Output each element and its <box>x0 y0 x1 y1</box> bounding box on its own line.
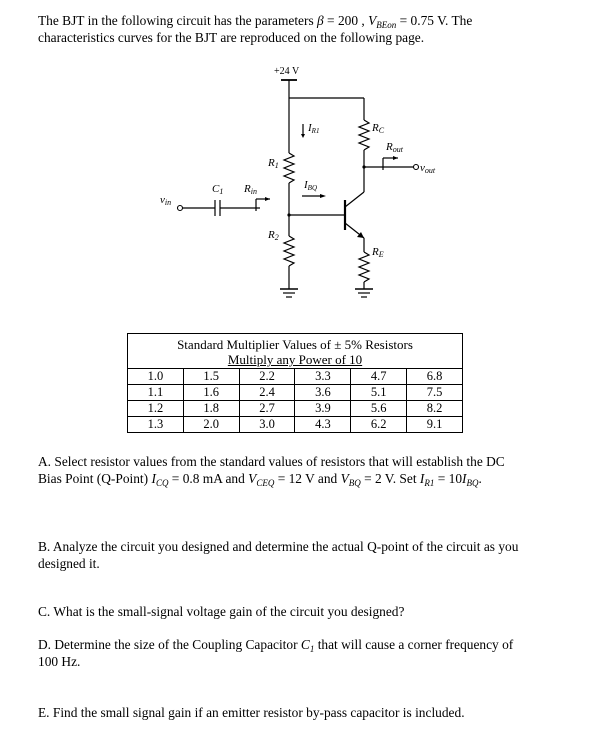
intro-line2: characteristics curves for the BJT are reproduced on the following page. <box>38 30 425 45</box>
vout-terminal <box>414 165 419 170</box>
ibq-label: IBQ <box>304 179 318 192</box>
ibq-arrow-head <box>320 194 326 198</box>
table-caption-line2: Multiply any Power of 10 <box>227 352 363 367</box>
table-cell: 5.6 <box>351 401 407 417</box>
icq-symbol: I <box>151 471 156 486</box>
table-caption <box>128 334 463 369</box>
table-cell: 5.1 <box>351 385 407 401</box>
table-cell: 1.5 <box>183 369 239 385</box>
vbq-subscript: BQ <box>348 478 361 488</box>
ir1-arrow-head <box>301 134 305 138</box>
r2-resistor <box>284 236 294 266</box>
ibq-subscript: BQ <box>466 478 479 488</box>
table-cell: 1.0 <box>128 369 184 385</box>
rout-label: Rout <box>386 141 403 154</box>
supply-label: +24 V <box>274 66 300 77</box>
table-cell: 7.5 <box>407 385 463 401</box>
table-cell: 1.2 <box>128 401 184 417</box>
rin-arrow-head <box>265 197 270 201</box>
table-cell: 4.3 <box>295 417 351 433</box>
question-d-text-cont: that will cause a corner frequency of <box>314 637 514 652</box>
table-caption-row <box>128 334 463 369</box>
table-cell: 2.7 <box>239 401 295 417</box>
vceq-symbol: V <box>248 471 257 486</box>
table-cell: 9.1 <box>407 417 463 433</box>
rout-arrow-head <box>393 156 398 160</box>
beta-symbol: β <box>317 13 324 28</box>
vbq-symbol: V <box>340 471 349 486</box>
table-cell: 1.8 <box>183 401 239 417</box>
table-cell: 2.2 <box>239 369 295 385</box>
table-cell: 4.7 <box>351 369 407 385</box>
table-cell: 3.0 <box>239 417 295 433</box>
ir1-equation: = 10 <box>434 471 463 486</box>
table-cell: 1.1 <box>128 385 184 401</box>
rin-label: Rin <box>244 183 257 196</box>
rc-resistor <box>359 120 369 150</box>
vbq-value: = 2 V. Set <box>360 471 420 486</box>
icq-subscript: CQ <box>155 478 169 488</box>
r1-label: R1 <box>268 157 279 170</box>
question-d-text: D. Determine the size of the Coupling Capacitor <box>38 637 301 652</box>
ir1-label: IR1 <box>308 122 320 135</box>
table-cell: 6.2 <box>351 417 407 433</box>
re-resistor <box>359 252 369 282</box>
table-cell: 3.9 <box>295 401 351 417</box>
ir1-subscript: R1 <box>424 478 435 488</box>
table-cell: 1.3 <box>128 417 184 433</box>
vin-terminal <box>178 206 183 211</box>
standard-resistor-table <box>127 333 463 433</box>
question-c <box>38 603 568 620</box>
question-a-line1: A. Select resistor values from the standard values of resistors that will establish the DC <box>38 454 505 469</box>
table-cell: 2.4 <box>239 385 295 401</box>
ir1-symbol: I <box>419 471 425 486</box>
intro-text: The BJT in the following circuit has the parameters <box>38 13 318 28</box>
vceq-subscript: CEQ <box>256 478 275 488</box>
question-b <box>38 538 568 572</box>
vbe-subscript: BEon <box>376 20 397 30</box>
bjt-collector-lead <box>345 192 364 207</box>
question-e-text: E. Find the small signal gain if an emitter resistor by-pass capacitor is included. <box>38 705 465 720</box>
c1-subscript: 1 <box>309 644 315 654</box>
question-a-text: Bias Point (Q-Point) <box>38 471 152 486</box>
question-e <box>38 704 568 721</box>
r2-label: R2 <box>268 229 279 242</box>
table-cell: 3.3 <box>295 369 351 385</box>
table-row <box>128 401 463 417</box>
vbe-symbol: V <box>368 13 377 28</box>
question-d-line2: 100 Hz. <box>38 654 81 669</box>
table-cell: 8.2 <box>407 401 463 417</box>
question-c-text: C. What is the small-signal voltage gain of the circuit you designed? <box>38 604 405 619</box>
vin-label: vin <box>160 194 172 207</box>
beta-value: = 200 , <box>323 13 369 28</box>
table-cell: 2.0 <box>183 417 239 433</box>
c1-symbol: C <box>300 637 310 652</box>
r1-resistor <box>284 153 294 183</box>
question-b-line1: B. Analyze the circuit you designed and determine the actual Q-point of the circuit as you <box>38 539 519 554</box>
question-b-line2: designed it. <box>38 556 100 571</box>
table-row <box>128 417 463 433</box>
base-node-dot <box>287 213 290 216</box>
table-caption-line1: Standard Multiplier Values of ± 5% Resistors <box>177 337 413 352</box>
bjt-circuit-schematic <box>0 0 601 330</box>
vbe-value: = 0.75 V. The <box>396 13 473 28</box>
question-a-end: . <box>478 471 482 486</box>
icq-value: = 0.8 mA and <box>168 471 249 486</box>
table-cell: 3.6 <box>295 385 351 401</box>
rc-label: RC <box>372 122 385 135</box>
c1-label: C1 <box>212 183 224 196</box>
vceq-value: = 12 V and <box>274 471 341 486</box>
table-cell: 1.6 <box>183 385 239 401</box>
question-d <box>38 636 568 670</box>
question-a <box>38 453 568 487</box>
table-cell: 6.8 <box>407 369 463 385</box>
collector-node-dot <box>362 165 365 168</box>
vout-label: vout <box>420 162 436 175</box>
table-row <box>128 385 463 401</box>
table-row <box>128 369 463 385</box>
re-label: RE <box>372 246 384 259</box>
ibq-symbol: I <box>462 471 467 486</box>
